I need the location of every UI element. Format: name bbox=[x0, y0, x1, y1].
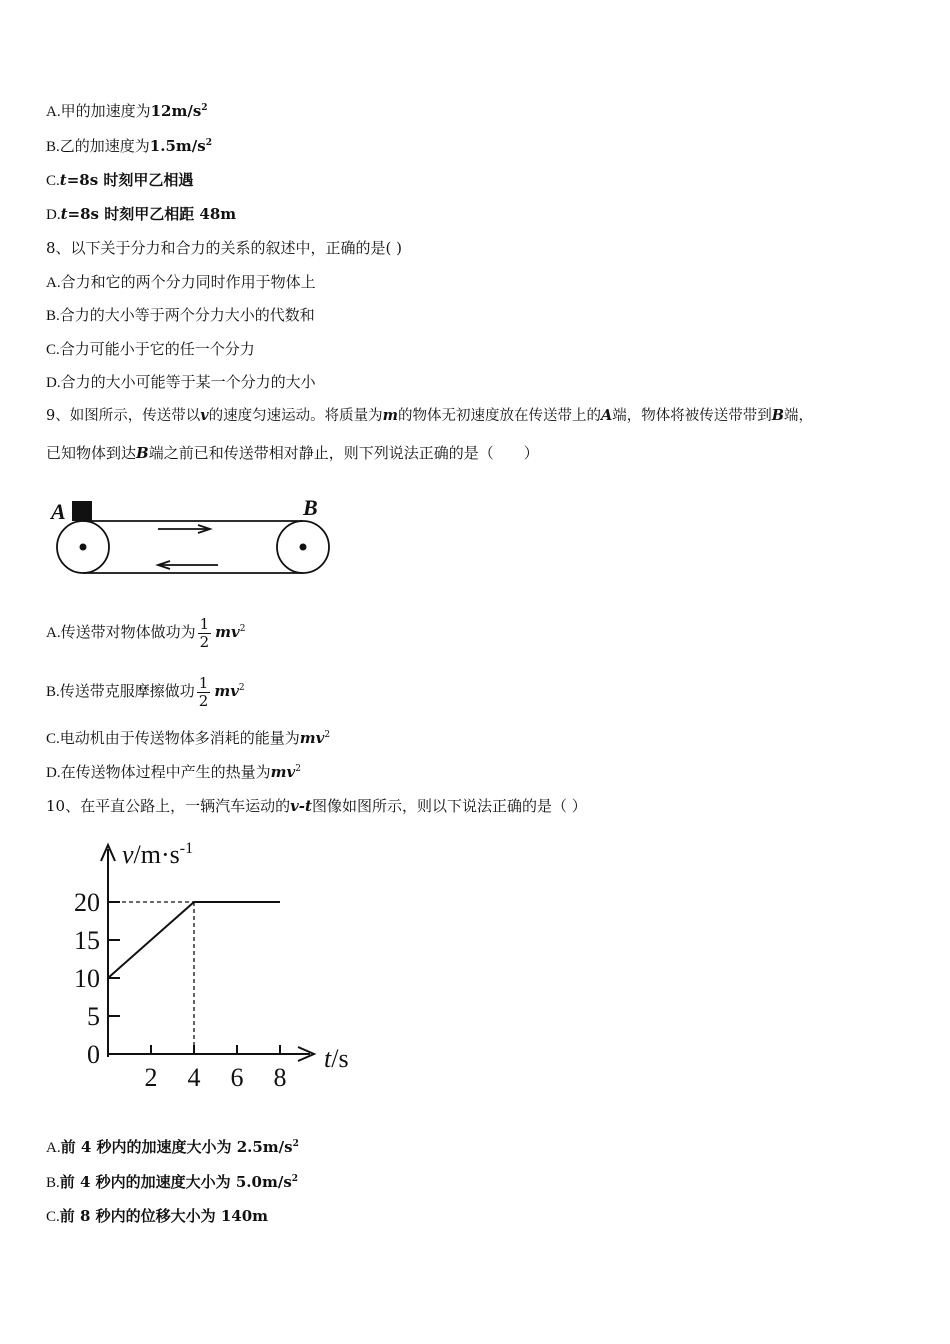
q10-stem: 10、在平直公路上，一辆汽车运动的v-t图像如图所示，则以下说法正确的是（ ） bbox=[46, 797, 587, 815]
q8-option-a: A.合力和它的两个分力同时作用于物体上 bbox=[46, 273, 316, 291]
q7-option-a: A.甲的加速度为$12m/s^2$ bbox=[46, 102, 208, 120]
q9-option-c: C.电动机由于传送物体多消耗的能量为$mv^2$ bbox=[46, 729, 331, 747]
x-axis-label: t/s bbox=[324, 1044, 349, 1073]
y-tick-label-10: 10 bbox=[74, 964, 100, 993]
q7-option-b: B.乙的加速度为$1.5m/s^2$ bbox=[46, 137, 212, 155]
fraction-half-a: $\frac{1}{2}$ bbox=[199, 614, 210, 651]
q7-option-c: C.t=8s 时刻甲乙相遇 bbox=[46, 171, 194, 189]
y-tick-label-0: 0 bbox=[87, 1040, 100, 1069]
q9-option-a: A.传送带对物体做功为 $\frac{1}{2}$ $mv^2$ bbox=[46, 614, 246, 651]
q10-option-a: A.前 4 秒内的加速度大小为 $2.5m/s^2$ bbox=[46, 1138, 299, 1156]
x-tick-label-8: 8 bbox=[273, 1063, 287, 1092]
left-pulley-axle bbox=[80, 544, 87, 551]
conveyor-belt-diagram bbox=[46, 495, 336, 585]
label-b: B bbox=[303, 495, 318, 520]
q9-option-d: D.在传送物体过程中产生的热量为$mv^2$ bbox=[46, 763, 301, 781]
q9-option-b: B.传送带克服摩擦做功 $\frac{1}{2}$ $mv^2$ bbox=[46, 673, 245, 710]
y-axis-label: $v/m\cdot s^{-1}$ bbox=[122, 840, 194, 869]
y-tick-label-5: 5 bbox=[87, 1002, 100, 1031]
y-tick-label-20: 20 bbox=[74, 888, 100, 917]
x-tick-label-2: 2 bbox=[144, 1063, 158, 1092]
x-tick-label-4: 4 bbox=[187, 1063, 201, 1092]
q9-stem-line2: 已知物体到达B端之前已和传送带相对静止，则下列说法正确的是（ ） bbox=[46, 444, 539, 462]
fraction-half-b: $\frac{1}{2}$ bbox=[198, 673, 209, 710]
vt-chart bbox=[60, 835, 360, 1095]
y-tick-label-15: 15 bbox=[74, 926, 100, 955]
q9-stem-line1: 9、如图所示，传送带以v的速度匀速运动。将质量为m的物体无初速度放在传送带上的A端，物体将被传送带带到B端， bbox=[46, 407, 814, 424]
block-object bbox=[72, 501, 92, 521]
x-tick-label-6: 6 bbox=[230, 1063, 244, 1092]
label-a: A bbox=[51, 499, 66, 524]
q8-option-c: C.合力可能小于它的任一个分力 bbox=[46, 340, 255, 358]
q10-option-b: B.前 4 秒内的加速度大小为 $5.0m/s^2$ bbox=[46, 1173, 299, 1191]
q7-option-d: D.t=8s 时刻甲乙相距 48m bbox=[46, 205, 237, 223]
q8-stem: 8、以下关于分力和合力的关系的叙述中，正确的是( ) bbox=[46, 239, 403, 257]
right-pulley-axle bbox=[300, 544, 307, 551]
q8-option-b: B.合力的大小等于两个分力大小的代数和 bbox=[46, 306, 315, 324]
q10-option-c: C.前 8 秒内的位移大小为 140m bbox=[46, 1207, 269, 1225]
q8-option-d: D.合力的大小可能等于某一个分力的大小 bbox=[46, 373, 316, 391]
